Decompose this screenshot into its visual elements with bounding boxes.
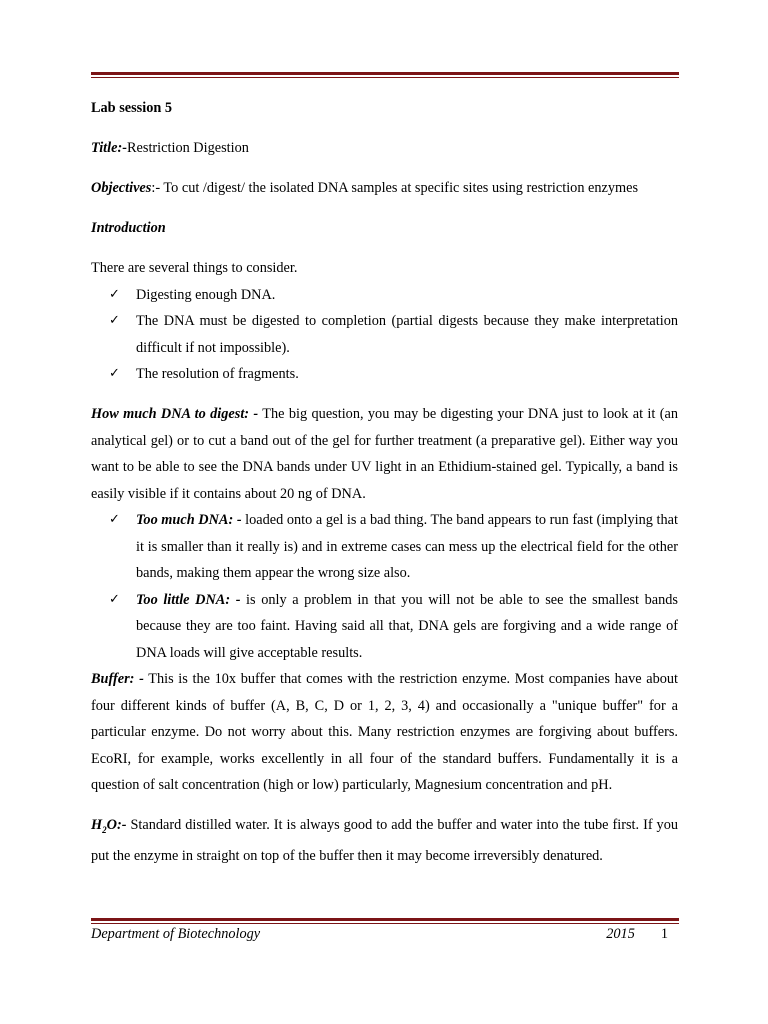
intro-checklist	[91, 282, 678, 388]
introduction-heading: Introduction	[91, 220, 166, 236]
objectives-line	[91, 175, 678, 202]
page-body	[91, 95, 678, 870]
list-item: ✓ The DNA must be digested to completion (partial digests because they make interpretation difficult if not impossible).	[91, 308, 678, 361]
buffer-paragraph	[91, 666, 678, 799]
checkmark-icon: ✓	[109, 591, 120, 607]
how-much-label: How much DNA to digest: -	[91, 406, 259, 422]
checkmark-icon: ✓	[109, 313, 120, 328]
objectives-label: Objectives	[91, 180, 152, 196]
how-much-text: The big question, you may be digesting your DNA just to look at it (an analytical gel) or to cut a band out of the gel for further treatment (a preparative gel). Either way you want to be able to see the DNA bands under UV light in an Ethidium-stained gel. Typically, a band is easily visible if it contains about 20 ng of DNA.	[91, 406, 678, 502]
checkmark-icon: ✓	[109, 286, 120, 302]
title-line	[91, 135, 678, 162]
introduction-lead: There are several things to consider.	[91, 260, 298, 276]
water-paragraph	[91, 812, 678, 870]
list-item: ✓ The resolution of fragments.	[91, 361, 678, 388]
water-label: $H_2O:-$	[91, 817, 127, 835]
footer-rule	[91, 918, 679, 924]
lab-session-heading: Lab session 5	[91, 100, 173, 116]
title-text: Restriction Digestion	[127, 140, 249, 156]
header-rule	[91, 72, 679, 78]
objectives-text: :- To cut /digest/ the isolated DNA samples at specific sites using restriction enzymes	[151, 180, 639, 196]
checkmark-icon: ✓	[109, 366, 120, 381]
list-item: ✓ Too much DNA: - loaded onto a gel is a bad thing. The band appears to run fast (implying that it is smaller than it really is) and in extreme cases can mess up the electrical field for the other bands, making them appear the wrong size also.	[91, 507, 678, 587]
buffer-label: Buffer: -	[91, 671, 144, 687]
footer-year: 2015	[606, 926, 635, 942]
page-footer	[91, 926, 678, 943]
checkmark-icon: ✓	[109, 512, 120, 527]
page-number: 1	[660, 926, 668, 942]
how-much-paragraph	[91, 401, 678, 507]
list-item: ✓ Too little DNA: - is only a problem in that you will not be able to see the smallest bands because they are too faint. Having said all that, DNA gels are forgiving and a wide range of DNA loads will give acceptable results.	[91, 587, 678, 667]
dna-load-checklist	[91, 507, 678, 666]
water-text: Standard distilled water. It is always good to add the buffer and water into the tube first. If you put the enzyme in straight on top of the buffer then it may become irreversibly denatured.	[91, 817, 678, 865]
title-label: Title:-	[91, 140, 127, 156]
list-item: ✓ Digesting enough DNA.	[91, 282, 678, 309]
footer-department: Department of Biotechnology	[91, 926, 261, 942]
buffer-text: This is the 10x buffer that comes with the restriction enzyme. Most companies have about four different kinds of buffer (A, B, C, D or 1, 2, 3, 4) and occasionally a "unique buffer" for a particular enzyme. Do not worry about this. Many restriction enzymes are forgiving about buffers. EcoRI, for example, works excellently in all four of the standard buffers. Fundamentally it is a question of salt concentration (high or low) particularly, Magnesium concentration and pH.	[91, 671, 678, 793]
